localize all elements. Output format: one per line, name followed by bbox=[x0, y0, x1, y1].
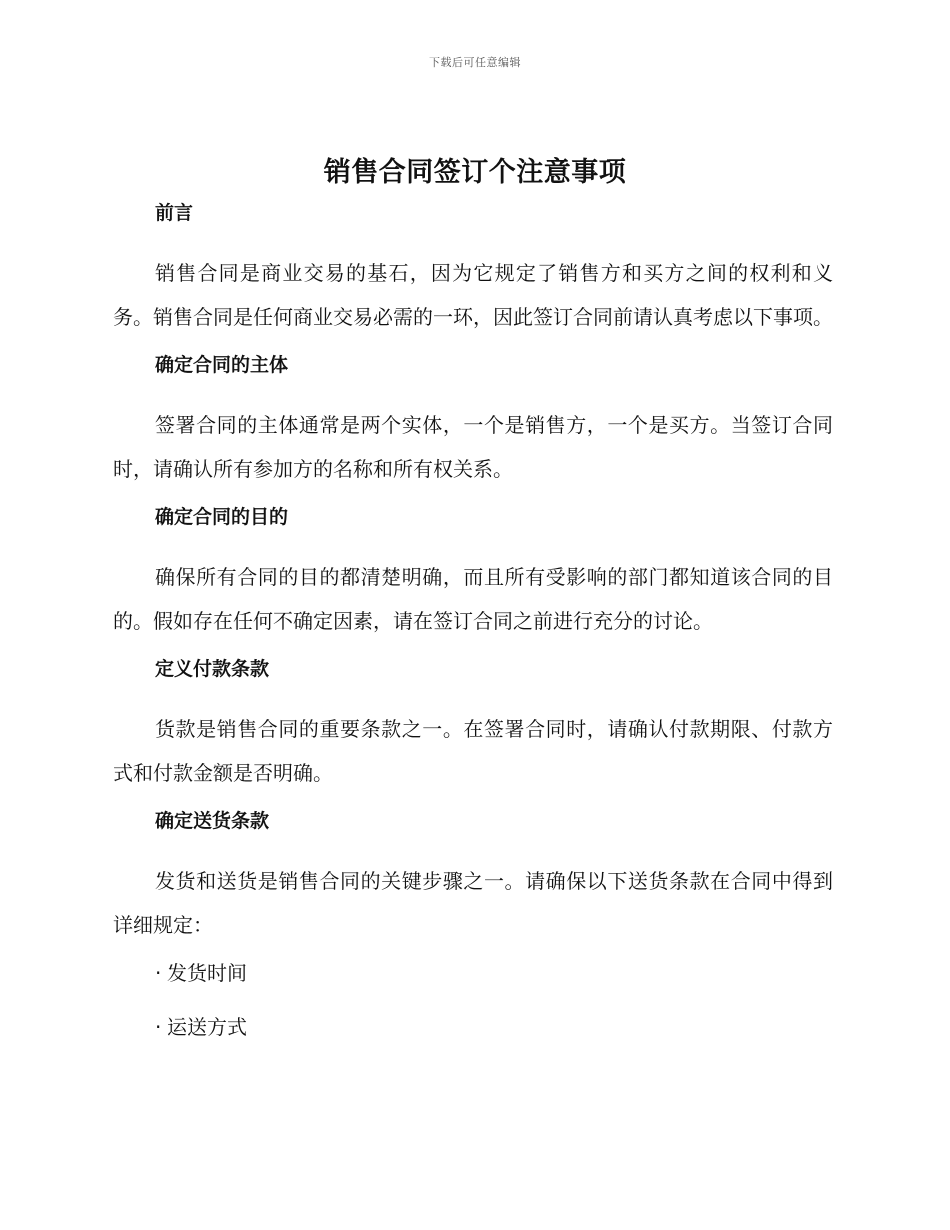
section-heading-contract-purpose: 确定合同的目的 bbox=[155, 506, 289, 528]
bullet-marker: · bbox=[155, 961, 162, 985]
section-heading-delivery-terms: 确定送货条款 bbox=[155, 810, 270, 832]
section-heading-payment-terms: 定义付款条款 bbox=[155, 658, 270, 680]
bullet-marker: · bbox=[155, 1015, 162, 1039]
section-body-contract-purpose: 确保所有合同的目的都清楚明确，而且所有受影响的部门都知道该合同的目的。假如存在任何不确定因素，请在签订合同之前进行充分的讨论。 bbox=[113, 565, 833, 633]
section-body-preface: 销售合同是商业交易的基石，因为它规定了销售方和买方之间的权利和义务。销售合同是任何商业交易必需的一环，因此签订合同前请认真考虑以下事项。 bbox=[113, 261, 833, 329]
document-body bbox=[113, 197, 833, 1065]
section-heading-preface: 前言 bbox=[155, 202, 194, 224]
list-item-text: 发货时间 bbox=[167, 961, 247, 985]
section-body-payment-terms: 货款是销售合同的重要条款之一。在签署合同时，请确认付款期限、付款方式和付款金额是否明确。 bbox=[113, 717, 833, 785]
list-item-text: 运送方式 bbox=[167, 1015, 247, 1039]
section-heading-contract-parties: 确定合同的主体 bbox=[155, 354, 289, 376]
section-body-contract-parties: 签署合同的主体通常是两个实体，一个是销售方，一个是买方。当签订合同时，请确认所有参加方的名称和所有权关系。 bbox=[113, 413, 833, 481]
document-title: 销售合同签订个注意事项 bbox=[323, 157, 627, 188]
section-body-delivery-terms: 发货和送货是销售合同的关键步骤之一。请确保以下送货条款在合同中得到详细规定： bbox=[113, 869, 833, 937]
list-item bbox=[113, 957, 833, 989]
list-item bbox=[113, 1011, 833, 1043]
header-note: 下载后可任意编辑 bbox=[429, 56, 521, 69]
